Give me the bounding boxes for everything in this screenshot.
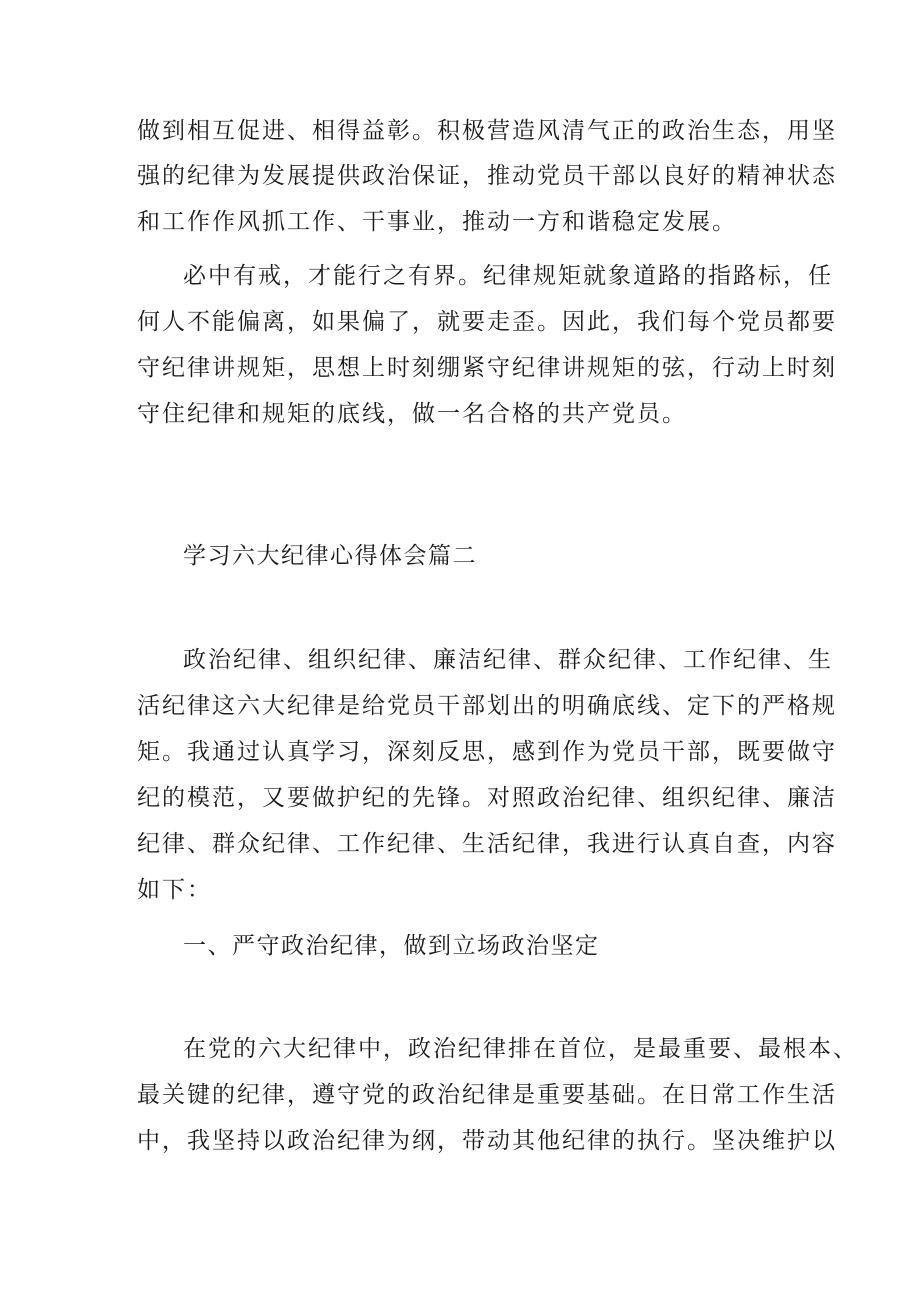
section-title: 学习六大纪律心得体会篇二	[183, 543, 477, 569]
paragraph-1-line-1: 做到相互促进、相得益彰。积极营造风清气正的政治生态，用坚	[137, 118, 837, 144]
final-paragraph-line-3: 中，我坚持以政治纪律为纲，带动其他纪律的执行。坚决维护以	[137, 1128, 837, 1154]
final-paragraph-line-2: 最关键的纪律，遵守党的政治纪律是重要基础。在日常工作生活	[137, 1082, 837, 1108]
paragraph-2-line-4: 守住纪律和规矩的底线，做一名合格的共产党员。	[137, 401, 687, 427]
subheading: 一、严守政治纪律，做到立场政治坚定	[183, 933, 600, 959]
section-paragraph-line-3: 矩。我通过认真学习，深刻反思，感到作为党员干部，既要做守	[137, 739, 837, 765]
paragraph-1-line-2: 强的纪律为发展提供政治保证，推动党员干部以良好的精神状态	[137, 163, 837, 189]
section-paragraph-line-5: 纪律、群众纪律、工作纪律、生活纪律，我进行认真自查，内容	[137, 831, 837, 857]
final-paragraph-line-1: 在党的六大纪律中，政治纪律排在首位，是最重要、最根本、	[183, 1036, 858, 1062]
paragraph-1-line-3: 和工作作风抓工作、干事业，推动一方和谐稳定发展。	[137, 209, 737, 235]
paragraph-2-line-2: 何人不能偏离，如果偏了，就要走歪。因此，我们每个党员都要	[137, 309, 837, 335]
paragraph-2-line-1: 必中有戒，才能行之有界。纪律规矩就象道路的指路标，任	[183, 263, 833, 289]
section-paragraph-line-4: 纪的模范，又要做护纪的先锋。对照政治纪律、组织纪律、廉洁	[137, 785, 837, 811]
section-paragraph-line-1: 政治纪律、组织纪律、廉洁纪律、群众纪律、工作纪律、生	[183, 647, 833, 673]
section-paragraph-line-6: 如下：	[137, 877, 212, 903]
section-paragraph-line-2: 活纪律这六大纪律是给党员干部划出的明确底线、定下的严格规	[137, 693, 837, 719]
paragraph-2-line-3: 守纪律讲规矩，思想上时刻绷紧守纪律讲规矩的弦，行动上时刻	[137, 355, 837, 381]
